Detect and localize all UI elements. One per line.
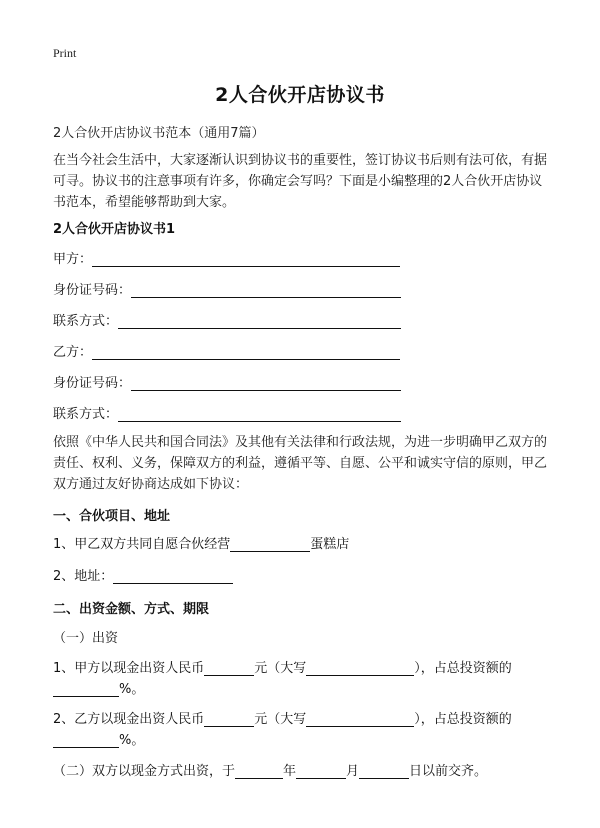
legal-basis-paragraph: 依照《中华人民共和国合同法》及其他有关法律和行政法规，为进一步明确甲乙双方的责任、权利、义务，保障双方的利益，遵循平等、自愿、公平和诚实守信的原则，甲乙双方通过友好协商达成如下协议： bbox=[53, 435, 548, 492]
item1-prefix: 1、甲乙双方共同自愿合伙经营 bbox=[53, 537, 231, 552]
a-percent-blank bbox=[53, 682, 119, 697]
address-blank bbox=[113, 569, 233, 584]
contribution-subheading bbox=[53, 627, 118, 646]
item1-suffix: 蛋糕店 bbox=[310, 537, 350, 552]
month-blank bbox=[296, 764, 346, 779]
day-blank bbox=[359, 764, 409, 779]
b-percent-blank bbox=[53, 733, 119, 748]
document-title: 2人合伙开店协议书 bbox=[215, 84, 385, 106]
b-capital-prefix: 2、乙方以现金出资人民币 bbox=[53, 712, 205, 727]
contact-b-field bbox=[53, 402, 401, 422]
deadline-suffix: 日以前交齐。 bbox=[409, 764, 488, 779]
party-b-capital-line bbox=[53, 708, 512, 727]
id-b-field bbox=[53, 371, 401, 391]
month-label: 月 bbox=[346, 764, 360, 779]
document-subtitle: 2人合伙开店协议书范本（通用7篇） bbox=[53, 126, 265, 141]
clause-2-heading: 二、出资金额、方式、期限 bbox=[53, 602, 210, 617]
party-a-line bbox=[92, 252, 400, 267]
clause-1-item-1 bbox=[53, 533, 349, 552]
a-share-label: ），占总投资额的 bbox=[414, 661, 512, 676]
id-a-line bbox=[131, 283, 401, 298]
deadline-prefix: （二）双方以现金方式出资，于 bbox=[53, 764, 236, 779]
a-amount-blank bbox=[204, 661, 254, 676]
id-a-field bbox=[53, 278, 401, 298]
intro-paragraph: 在当今社会生活中，大家逐渐认识到协议书的重要性，签订协议书后则有法可依，有据可寻。协议书的注意事项有许多，你确定会写吗？下面是小编整理的2人合伙开店协议书范本，希望能够帮助到大家。 bbox=[53, 153, 548, 210]
contact-a-line bbox=[118, 314, 401, 329]
clause-1-heading: 一、合伙项目、地址 bbox=[53, 509, 171, 524]
payment-deadline-line bbox=[53, 760, 487, 779]
clause-1-item-2 bbox=[53, 565, 233, 584]
party-b-percent-line bbox=[53, 729, 144, 748]
party-a-percent-line bbox=[53, 678, 144, 697]
a-percent-sign: %。 bbox=[119, 682, 145, 697]
contribution-label: （一）出资 bbox=[53, 631, 119, 646]
year-label: 年 bbox=[283, 764, 297, 779]
party-b-field bbox=[53, 340, 400, 360]
contact-a-field bbox=[53, 309, 401, 329]
year-blank bbox=[235, 764, 283, 779]
section-title: 2人合伙开店协议书1 bbox=[53, 222, 176, 237]
party-a-field bbox=[53, 247, 400, 267]
contact-b-line bbox=[118, 407, 401, 422]
b-percent-sign: %。 bbox=[119, 733, 145, 748]
contact-b-label: 联系方式： bbox=[53, 407, 119, 422]
party-b-line bbox=[92, 345, 400, 360]
party-a-label: 甲方： bbox=[53, 252, 93, 267]
print-label: Print bbox=[53, 46, 77, 60]
id-b-label: 身份证号码： bbox=[53, 376, 132, 391]
b-amount-words-blank bbox=[306, 712, 414, 727]
a-capital-prefix: 1、甲方以现金出资人民币 bbox=[53, 661, 205, 676]
party-a-capital-line bbox=[53, 657, 512, 676]
b-share-label: ），占总投资额的 bbox=[414, 712, 512, 727]
business-name-blank bbox=[230, 537, 310, 552]
party-b-label: 乙方： bbox=[53, 345, 93, 360]
b-amount-blank bbox=[204, 712, 254, 727]
contact-a-label: 联系方式： bbox=[53, 314, 119, 329]
a-amount-words-blank bbox=[306, 661, 414, 676]
address-label: 2、地址： bbox=[53, 569, 114, 584]
id-a-label: 身份证号码： bbox=[53, 283, 132, 298]
b-yuan-label: 元（大写 bbox=[254, 712, 307, 727]
id-b-line bbox=[131, 376, 401, 391]
a-yuan-label: 元（大写 bbox=[254, 661, 307, 676]
